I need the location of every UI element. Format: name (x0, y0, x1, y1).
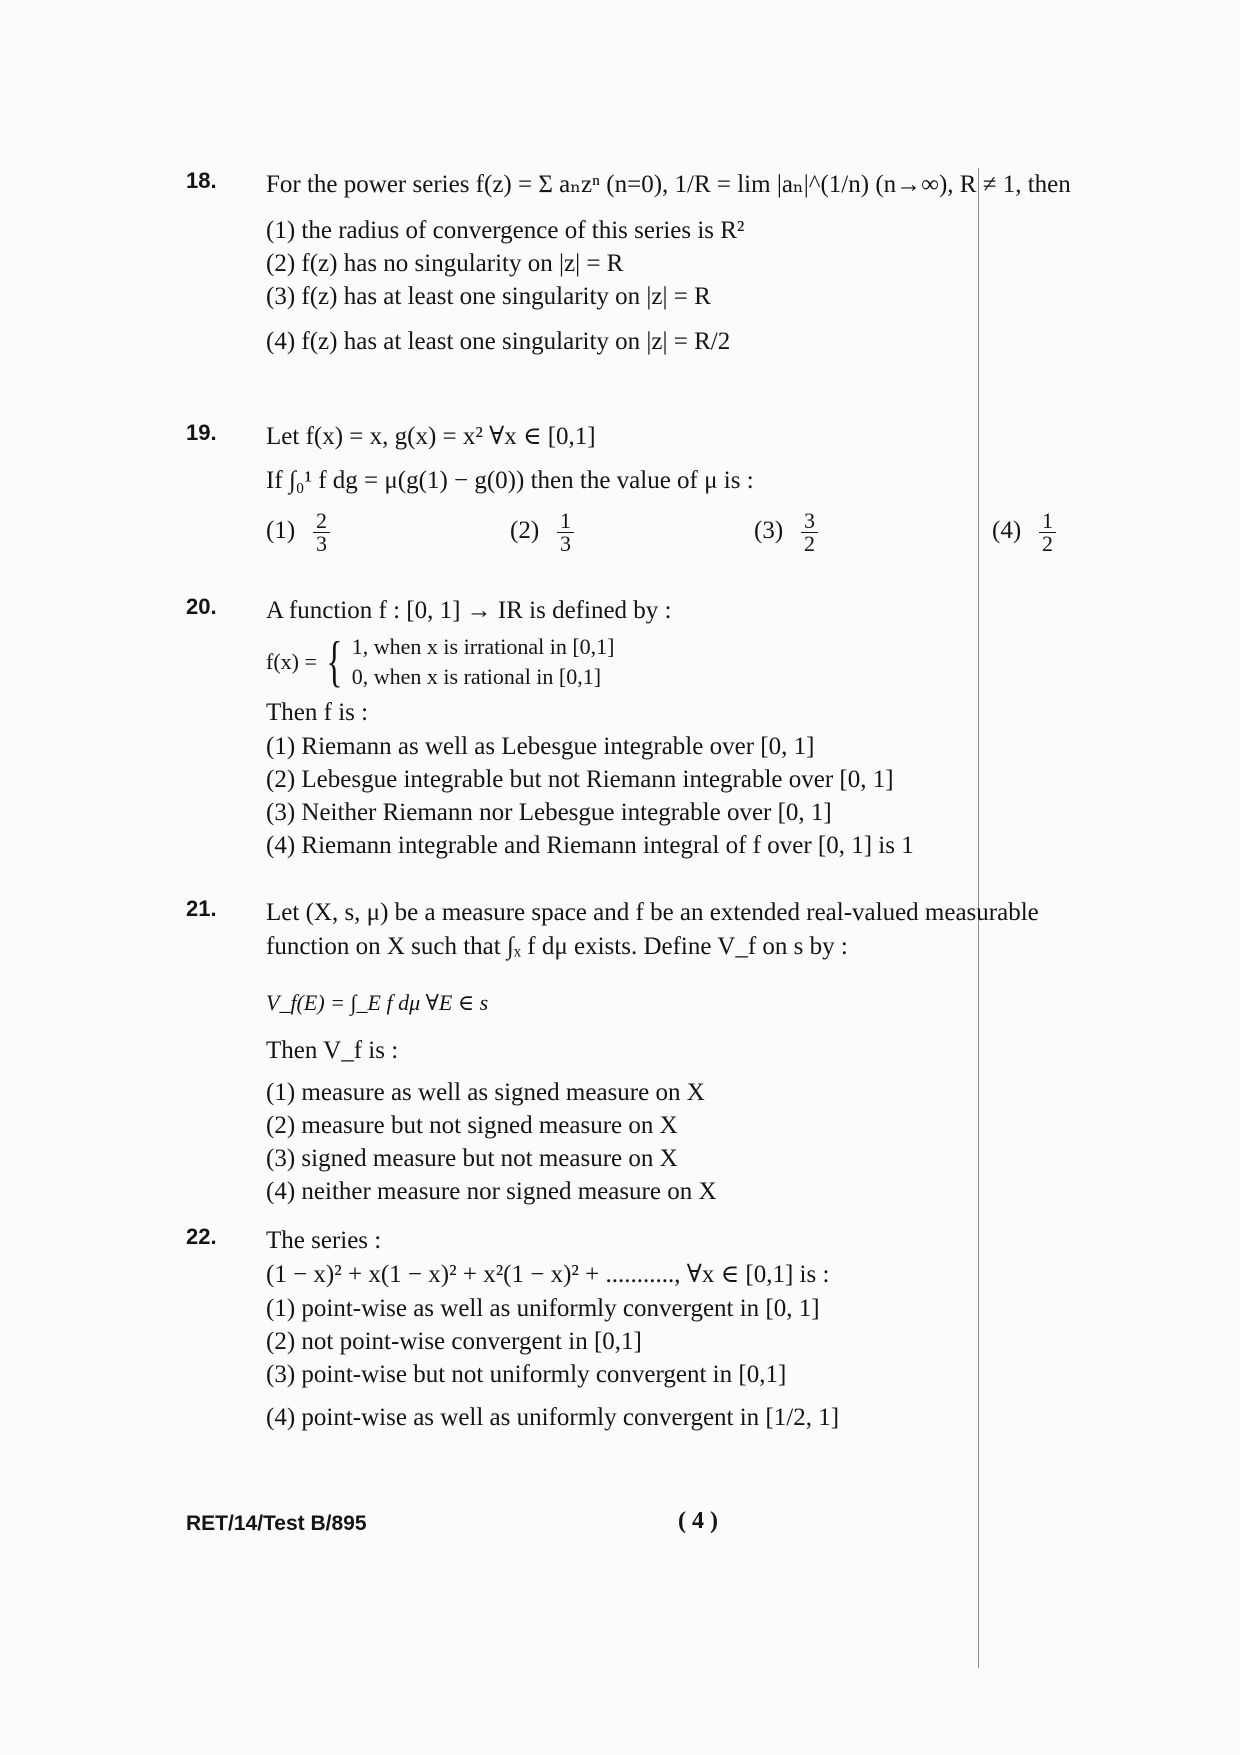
definition: V_f(E) = ∫_E f dμ ∀E ∈ s (266, 990, 489, 1015)
question-stem: A function f : [0, 1] → IR is defined by : (266, 597, 672, 624)
option-3: (3) signed measure but not measure on X (266, 1145, 678, 1172)
option-1: (1) Riemann as well as Lebesgue integrable over [0, 1] (266, 733, 815, 760)
then-text: Then V_f is : (266, 1037, 399, 1064)
option-1: (1) point-wise as well as uniformly convergent in [0, 1] (266, 1295, 820, 1322)
option-1: (1) the radius of convergence of this series is R² (266, 217, 745, 244)
option-3: (3) Neither Riemann nor Lebesgue integrable over [0, 1] (266, 799, 832, 826)
then-text: Then f is : (266, 699, 369, 726)
options-row (266, 506, 1226, 572)
case-irrational: 1, when x is irrational in [0,1] (351, 634, 615, 659)
question-number: 22. (186, 1224, 217, 1249)
page-number: ( 4 ) (678, 1508, 718, 1534)
question-stem-line-1: Let (X, s, μ) be a measure space and f be an extended real-valued measurable (266, 899, 1039, 926)
option-4: (4) f(z) has at least one singularity on |z| = R/2 (266, 328, 731, 355)
option-2: (2) Lebesgue integrable but not Riemann integrable over [0, 1] (266, 766, 894, 793)
series-expression: (1 − x)² + x(1 − x)² + x²(1 − x)² + ..........., ∀x ∈ [0,1] is : (266, 1261, 830, 1288)
option-2: (2) measure but not signed measure on X (266, 1112, 678, 1139)
option-2: (2) f(z) has no singularity on |z| = R (266, 250, 624, 277)
function-lhs: f(x) = (266, 649, 317, 674)
question-number: 21. (186, 896, 217, 921)
option-4: (4) Riemann integrable and Riemann integral of f over [0, 1] is 1 (266, 832, 914, 859)
question-number: 19. (186, 420, 217, 445)
question-number: 18. (186, 168, 217, 193)
option-3: (3) $\frac{3}{2}$ (754, 510, 821, 555)
question-number: 20. (186, 594, 217, 619)
option-4: (4) point-wise as well as uniformly convergent in [1/2, 1] (266, 1404, 840, 1431)
option-3: (3) point-wise but not uniformly convergent in [0,1] (266, 1361, 787, 1388)
question-stem: The series : (266, 1227, 382, 1254)
option-3: (3) f(z) has at least one singularity on |z| = R (266, 283, 711, 310)
paper-code: RET/14/Test B/895 (186, 1512, 367, 1535)
piecewise-definition (266, 632, 615, 692)
option-4: (4) $\frac{1}{2}$ (992, 510, 1059, 555)
question-stem-line-2: function on X such that ∫ₓ f dμ exists. Define V_f on s by : (266, 933, 848, 960)
option-1: (1) measure as well as signed measure on X (266, 1079, 705, 1106)
brace-glyph: { (326, 631, 343, 693)
question-stem: For the power series f(z) = Σ aₙzⁿ (n=0), 1/R = lim |aₙ|^(1/n) (n→∞), R ≠ 1, then (266, 171, 1071, 198)
option-1: (1) $\frac{2}{3}$ (266, 510, 333, 555)
question-stem-line-1: Let f(x) = x, g(x) = x² ∀x ∈ [0,1] (266, 423, 596, 450)
option-2: (2) not point-wise convergent in [0,1] (266, 1328, 642, 1355)
option-2: (2) $\frac{1}{3}$ (510, 510, 577, 555)
option-4: (4) neither measure nor signed measure on X (266, 1178, 717, 1205)
question-stem-line-2: If ∫₀¹ f dg = μ(g(1) − g(0)) then the value of μ is : (266, 467, 754, 494)
case-rational: 0, when x is rational in [0,1] (351, 664, 602, 689)
